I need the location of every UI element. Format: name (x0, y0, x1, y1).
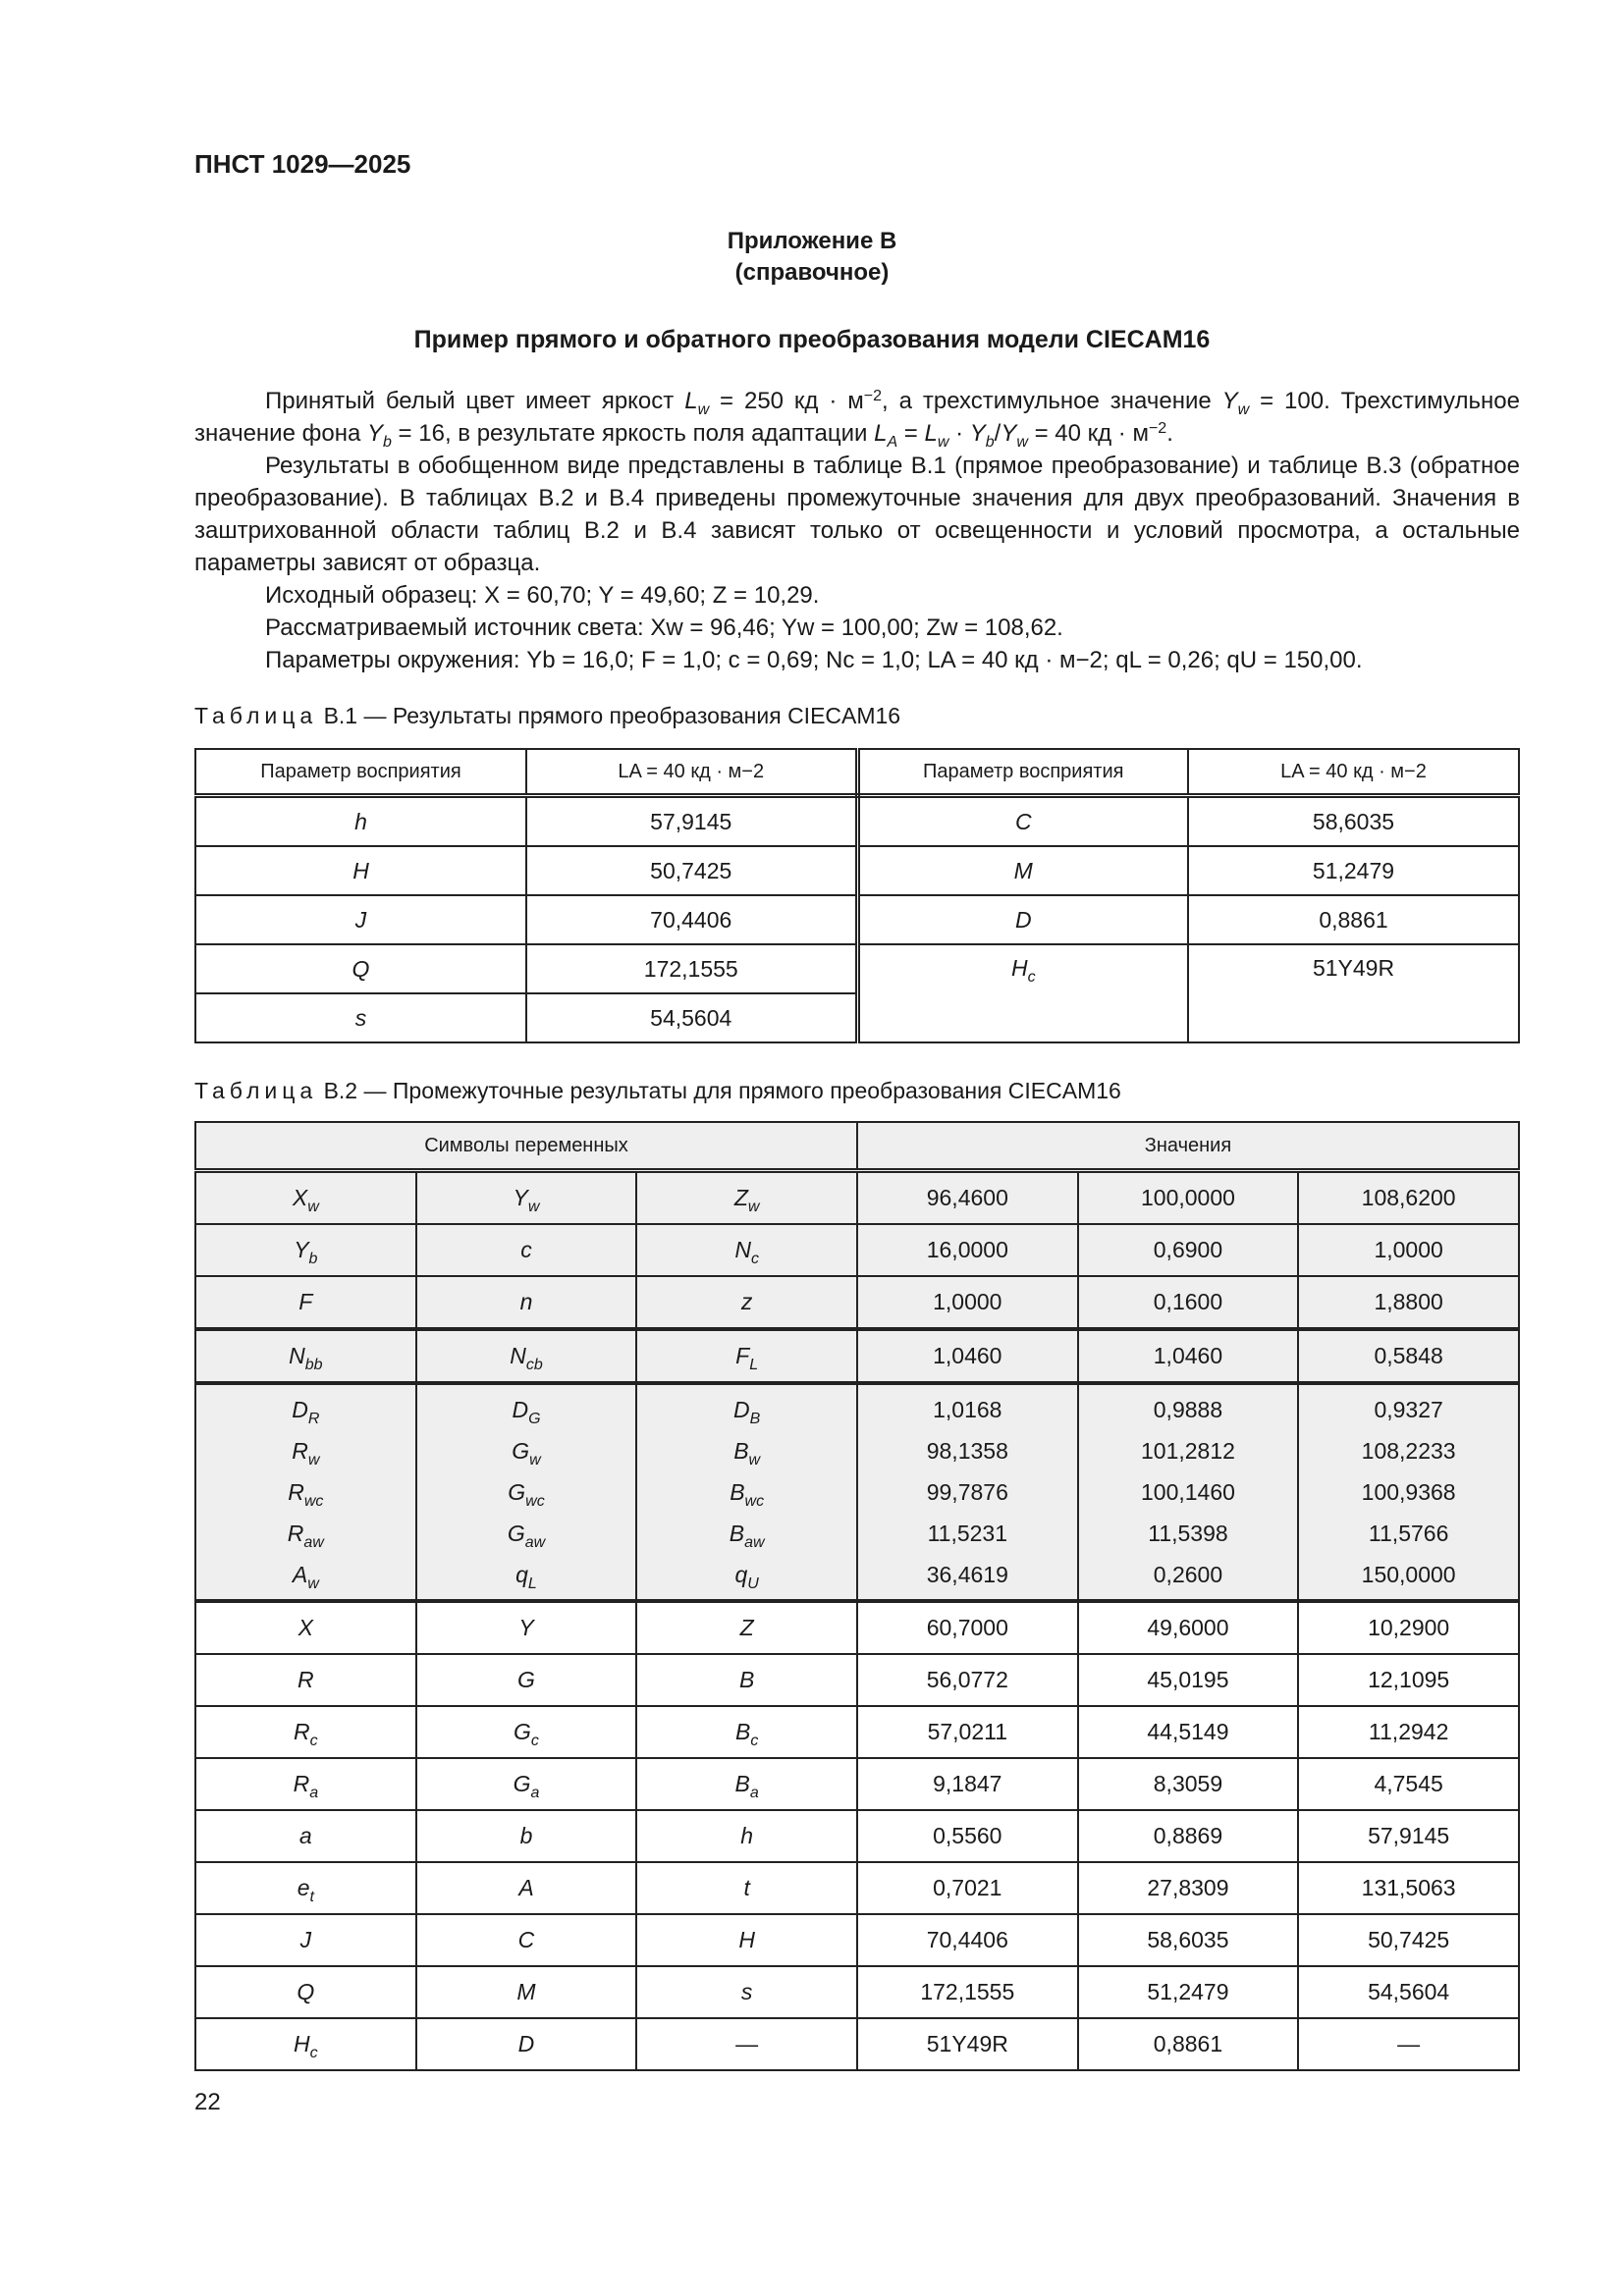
table-cell: 0,5560 (857, 1810, 1078, 1862)
table-cell: $D_B$ $B_w$ $B_{wc}$ $B_{aw}$ $q_U$ (636, 1383, 857, 1601)
table-cell: 0,7021 (857, 1862, 1078, 1914)
table-cell: 58,6035 (1078, 1914, 1299, 1966)
table-cell: 9,1847 (857, 1758, 1078, 1810)
table-cell: 0,9327 108,2233 100,9368 11,5766 150,0000 (1298, 1383, 1519, 1601)
table-cell: 1,8800 (1298, 1276, 1519, 1329)
table-cell: H (195, 846, 526, 895)
table-cell: 0,9888 101,2812 100,1460 11,5398 0,2600 (1078, 1383, 1299, 1601)
table-cell: D (857, 895, 1188, 944)
table-b2 (194, 1121, 1520, 2071)
table-cell: h (195, 796, 526, 847)
table-row (195, 2018, 1519, 2070)
table-row (195, 1914, 1519, 1966)
table-cell: — (1298, 2018, 1519, 2070)
section-title: Пример прямого и обратного преобразования модели CIECAM16 (413, 326, 1211, 353)
table-cell: $B_c$ (636, 1706, 857, 1758)
table-cell: $H_c$ (857, 944, 1188, 1042)
table-cell: M (857, 846, 1188, 895)
table-cell: M (416, 1966, 637, 2018)
paragraph: Исходный образец: X = 60,70; Y = 49,60; Z = 10,29. (265, 582, 820, 609)
table-row (195, 1171, 1519, 1225)
table-cell: 172,1555 (526, 944, 857, 993)
table2-caption: Таблица В.2 — Промежуточные результаты для прямого преобразования CIECAM16 (194, 1078, 1121, 1103)
table-b1 (194, 748, 1520, 1043)
table-cell: $e_t$ (195, 1862, 416, 1914)
table-cell: 1,0000 (1298, 1224, 1519, 1276)
table-cell: $R_a$ (195, 1758, 416, 1810)
paragraph: Принятый белый цвет имеет яркост $L_w = 250$ кд · $м^{-2}$, а трехстимульное значение $Y_w = 100$. Трехстимульное значение фона $Y_b = 16$, в результате яркость поля адаптации $L_A = L_w \cdot Y_b/Y_w = 40$ кд · $м^{-2}$. (194, 388, 1520, 451)
table1-caption: Таблица В.1 — Результаты прямого преобразования CIECAM16 (194, 703, 901, 728)
table-cell: 57,9145 (1298, 1810, 1519, 1862)
table-row (195, 1329, 1519, 1383)
table-cell: 54,5604 (1298, 1966, 1519, 2018)
paragraph: Результаты в обобщенном виде представлены в таблице В.1 (прямое преобразование) и таблице В.3 (обратное преобразование). В таблицах В.2 и В.4 приведены промежуточные значения для двух преобразований. Значения в заштрихованной области таблиц В.2 и В.4 зависят только от освещенности и условий просмотра, а остальные параметры зависят от образца. (194, 453, 1520, 576)
table-cell: 1,0460 (1078, 1329, 1299, 1383)
table-cell: 11,2942 (1298, 1706, 1519, 1758)
table-cell: $G_c$ (416, 1706, 637, 1758)
table-cell: 58,6035 (1188, 796, 1519, 847)
table-cell: — (636, 2018, 857, 2070)
table-cell: 10,2900 (1298, 1601, 1519, 1654)
table-cell: 0,1600 (1078, 1276, 1299, 1329)
table-cell: 54,5604 (526, 993, 857, 1042)
table-cell: a (195, 1810, 416, 1862)
table-cell: $G_a$ (416, 1758, 637, 1810)
table-cell: $H_c$ (195, 2018, 416, 2070)
table-cell: 1,0168 98,1358 99,7876 11,5231 36,4619 (857, 1383, 1078, 1601)
column-header: Параметр восприятия (195, 749, 526, 796)
table-row (195, 1601, 1519, 1654)
table-row (195, 796, 1519, 847)
table-row (195, 1706, 1519, 1758)
table-cell: $D_G$ $G_w$ $G_{wc}$ $G_{aw}$ $q_L$ (416, 1383, 637, 1601)
table-cell: 131,5063 (1298, 1862, 1519, 1914)
table-cell: 0,8861 (1188, 895, 1519, 944)
table-cell: 50,7425 (526, 846, 857, 895)
table-cell: z (636, 1276, 857, 1329)
table-cell: 27,8309 (1078, 1862, 1299, 1914)
table-cell: Q (195, 944, 526, 993)
table-cell: 0,5848 (1298, 1329, 1519, 1383)
table-cell: $N_c$ (636, 1224, 857, 1276)
table-cell: 49,6000 (1078, 1601, 1299, 1654)
table-cell: 51Y49R (857, 2018, 1078, 2070)
column-header: Символы переменных (195, 1122, 857, 1171)
table-cell: 51Y49R (1188, 944, 1519, 1042)
table-cell: 70,4406 (526, 895, 857, 944)
table-cell: Y (416, 1601, 637, 1654)
appendix-title: Приложение В (727, 228, 897, 254)
table-cell: R (195, 1654, 416, 1706)
table-cell: 51,2479 (1188, 846, 1519, 895)
table-cell: H (636, 1914, 857, 1966)
table-cell: C (857, 796, 1188, 847)
table-cell: $Z_w$ (636, 1171, 857, 1225)
table-cell: 100,0000 (1078, 1171, 1299, 1225)
appendix-subtitle: (справочное) (734, 259, 890, 286)
table-row (195, 1276, 1519, 1329)
table-cell: 0,6900 (1078, 1224, 1299, 1276)
table-cell: h (636, 1810, 857, 1862)
table-cell: t (636, 1862, 857, 1914)
table-cell: Z (636, 1601, 857, 1654)
table-cell: C (416, 1914, 637, 1966)
table-cell: $X_w$ (195, 1171, 416, 1225)
table-cell: $R_c$ (195, 1706, 416, 1758)
body-text (194, 385, 1520, 676)
table-cell: $Y_b$ (195, 1224, 416, 1276)
table-row (195, 895, 1519, 944)
table-cell: c (416, 1224, 637, 1276)
table-cell: $Y_w$ (416, 1171, 637, 1225)
table-cell: 70,4406 (857, 1914, 1078, 1966)
table-row (195, 1383, 1519, 1601)
table-cell: 50,7425 (1298, 1914, 1519, 1966)
table-cell: J (195, 895, 526, 944)
table-cell: B (636, 1654, 857, 1706)
table-cell: 44,5149 (1078, 1706, 1299, 1758)
table-cell: n (416, 1276, 637, 1329)
column-header: LA = 40 кд · м−2 (526, 749, 857, 796)
table-row (195, 1862, 1519, 1914)
paragraph: Параметры окружения: Yb = 16,0; F = 1,0; c = 0,69; Nc = 1,0; LA = 40 кд · м−2; qL = 0,26; qU = 150,00. (265, 647, 1363, 673)
table-cell: J (195, 1914, 416, 1966)
table-cell: 1,0000 (857, 1276, 1078, 1329)
table-cell: $F_L$ (636, 1329, 857, 1383)
table-cell: 0,8861 (1078, 2018, 1299, 2070)
table-cell: 12,1095 (1298, 1654, 1519, 1706)
table-row (195, 846, 1519, 895)
column-header: LA = 40 кд · м−2 (1188, 749, 1519, 796)
table-cell: b (416, 1810, 637, 1862)
table-cell: $D_R$ $R_w$ $R_{wc}$ $R_{aw}$ $A_w$ (195, 1383, 416, 1601)
table-cell: G (416, 1654, 637, 1706)
table-cell: s (636, 1966, 857, 2018)
table-row (195, 1810, 1519, 1862)
page-number: 22 (194, 2089, 221, 2115)
table-row (195, 1224, 1519, 1276)
document-header: ПНСТ 1029—2025 (194, 149, 411, 179)
table-cell: X (195, 1601, 416, 1654)
table-cell: 45,0195 (1078, 1654, 1299, 1706)
table-cell: 8,3059 (1078, 1758, 1299, 1810)
table-cell: 51,2479 (1078, 1966, 1299, 2018)
table-cell: 57,9145 (526, 796, 857, 847)
table-cell: s (195, 993, 526, 1042)
table-cell: 60,7000 (857, 1601, 1078, 1654)
table-cell: 0,8869 (1078, 1810, 1299, 1862)
table-cell: 172,1555 (857, 1966, 1078, 2018)
table-cell: 1,0460 (857, 1329, 1078, 1383)
table-cell: 108,6200 (1298, 1171, 1519, 1225)
table-cell: $N_{bb}$ (195, 1329, 416, 1383)
column-header: Параметр восприятия (857, 749, 1188, 796)
table-row (195, 944, 1519, 993)
table-cell: $B_a$ (636, 1758, 857, 1810)
table-cell: D (416, 2018, 637, 2070)
table-cell: 57,0211 (857, 1706, 1078, 1758)
table-cell: 96,4600 (857, 1171, 1078, 1225)
paragraph: Рассматриваемый источник света: Xw = 96,46; Yw = 100,00; Zw = 108,62. (265, 614, 1063, 641)
table-cell: Q (195, 1966, 416, 2018)
table-cell: F (195, 1276, 416, 1329)
table-row (195, 1758, 1519, 1810)
table-cell: A (416, 1862, 637, 1914)
table-cell: 4,7545 (1298, 1758, 1519, 1810)
column-header: Значения (857, 1122, 1519, 1171)
table-row (195, 1966, 1519, 2018)
table-row (195, 1654, 1519, 1706)
table-cell: $N_{cb}$ (416, 1329, 637, 1383)
table-cell: 56,0772 (857, 1654, 1078, 1706)
table-cell: 16,0000 (857, 1224, 1078, 1276)
